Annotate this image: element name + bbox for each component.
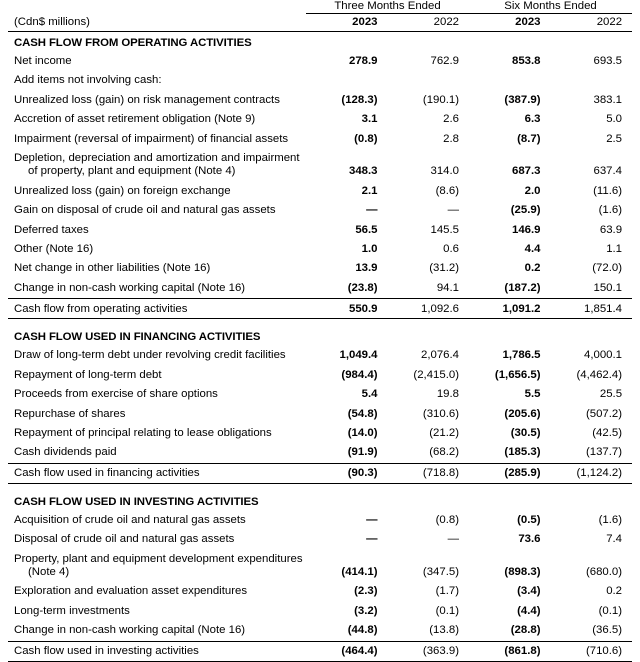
cell-col1 [306, 530, 388, 549]
row-label-draw-of-long-term-debt-under-revolving-credit- [8, 346, 306, 365]
cell-col2: (347.5) [422, 565, 460, 578]
table-row [8, 511, 632, 530]
cell-col2: 0.6 [443, 243, 460, 256]
cell-col4: (507.2) [585, 407, 623, 420]
cell-col1: (2.3) [354, 585, 378, 598]
row-label-text: Depletion, depreciation and amortization and impairment of property, plant and equipment (Note 4) [14, 152, 300, 178]
cell-col1: 1.0 [361, 243, 378, 256]
row-label-text: Unrealized loss (gain) on risk management contracts [14, 93, 280, 106]
section-header-cash-flow-from-operating-activities [8, 32, 632, 53]
table-row [8, 530, 632, 549]
total-label: Cash flow from operating activities [8, 299, 306, 319]
cell-col1: (984.4) [341, 368, 378, 381]
table-row [8, 424, 632, 443]
row-label-cash-dividends-paid [8, 443, 306, 463]
section-gap-cell [8, 483, 632, 491]
cell-col3: (1,656.5) [494, 368, 541, 381]
column-header-six-months-2023: 2023 [469, 14, 551, 32]
cell-col3: 4.4 [524, 243, 541, 256]
table-row [8, 91, 632, 110]
cell-col2: 2.6 [443, 113, 460, 126]
section-gap [8, 319, 632, 327]
row-label-repayment-of-long-term-debt [8, 366, 306, 385]
section-title: CASH FLOW USED IN INVESTING ACTIVITIES [14, 495, 259, 508]
row-label-text: Cash dividends paid [14, 446, 117, 459]
units-label: (Cdn$ millions) [8, 14, 306, 32]
table-row [8, 259, 632, 278]
cell-col2: (13.8) [429, 624, 460, 637]
cell-col1: (128.3) [341, 93, 378, 106]
cell-col2: 1,092.6 [388, 299, 470, 319]
table-row [8, 366, 632, 385]
cell-col1 [306, 71, 388, 90]
table-row [8, 201, 632, 220]
cell-col4: 2.5 [606, 132, 623, 145]
cell-col2: (21.2) [429, 426, 460, 439]
cell-col4: 25.5 [599, 388, 623, 401]
row-label-acquisition-of-crude-oil-and-natural-gas-asset [8, 511, 306, 530]
table-row [8, 110, 632, 129]
cell-col4: (0.1) [598, 604, 623, 617]
row-label-impairment-reversal-of-impairment-of-financial [8, 130, 306, 149]
period-span-three-months: Three Months Ended [306, 0, 469, 14]
cell-col2: 2.8 [443, 132, 460, 145]
cell-col3: (25.9) [510, 204, 541, 217]
cell-col2: (0.8) [435, 513, 460, 526]
row-label-text: Change in non-cash working capital (Note 16) [14, 281, 246, 294]
section-title: CASH FLOW FROM OPERATING ACTIVITIES [14, 37, 252, 49]
row-label-net-change-in-other-liabilities-note-16 [8, 259, 306, 278]
row-label-text: Deferred taxes [14, 223, 89, 236]
table-row [8, 602, 632, 621]
cell-col2: 94.1 [436, 281, 460, 294]
section-title: CASH FLOW USED IN FINANCING ACTIVITIES [14, 331, 261, 344]
row-label-text: Acquisition of crude oil and natural gas assets [14, 513, 246, 526]
row-label-proceeds-from-exercise-of-share-options [8, 385, 306, 404]
cell-col1: (23.8) [347, 281, 378, 294]
cell-col2: 762.9 [430, 55, 460, 67]
row-label-text: Disposal of crude oil and natural gas assets [14, 533, 235, 546]
row-label-text: Proceeds from exercise of share options [14, 388, 218, 401]
nil-dash: — [366, 533, 378, 546]
row-label-exploration-and-evaluation-asset-expenditures [8, 582, 306, 601]
span-spacer [8, 0, 306, 14]
row-label-text: Repurchase of shares [14, 407, 126, 420]
row-label-long-term-investments [8, 602, 306, 621]
period-span-header-row [8, 0, 632, 14]
table-row [8, 240, 632, 259]
cell-col1: 2.1 [361, 184, 378, 197]
row-label-change-in-non-cash-working-capital-note-16 [8, 621, 306, 641]
cell-col3: (4.4) [517, 604, 541, 617]
cell-col3: 73.6 [518, 533, 541, 546]
row-label-text: Accretion of asset retirement obligation (Note 9) [14, 113, 256, 126]
row-label-text: Impairment (reversal of impairment) of financial assets [14, 132, 289, 145]
cell-col2 [388, 71, 470, 90]
total-row-cash-flow-used-in-financing-activities [8, 463, 632, 483]
cell-col1 [306, 511, 388, 530]
row-label-change-in-non-cash-working-capital-note-16 [8, 279, 306, 299]
cell-col2: 314.0 [430, 165, 460, 178]
table-row [8, 221, 632, 240]
cell-col4: 1,851.4 [551, 299, 633, 319]
row-label-net-income [8, 52, 306, 71]
cell-col2: (1.7) [435, 585, 460, 598]
cell-col3: 853.8 [512, 55, 541, 67]
table-row [8, 385, 632, 404]
cell-col4: 7.4 [606, 533, 623, 546]
row-label-other-note-16 [8, 240, 306, 259]
column-header-three-months-2022: 2022 [388, 14, 470, 32]
cell-col3: (205.6) [504, 407, 541, 420]
row-label-text: Property, plant and equipment development expenditures (Note 4) [14, 552, 303, 578]
row-label-text: Gain on disposal of crude oil and natural gas assets [14, 204, 276, 217]
row-label-text: Net change in other liabilities (Note 16) [14, 262, 211, 275]
row-label-text: Other (Note 16) [14, 243, 94, 256]
cell-col3: 0.2 [524, 262, 541, 275]
section-header-cash-flow-used-in-financing-activities [8, 326, 632, 346]
cell-col4: 63.9 [599, 223, 623, 236]
table-row [8, 71, 632, 90]
cell-col1: 56.5 [355, 223, 378, 236]
section-header-cash-flow-used-in-investing-activities [8, 491, 632, 511]
row-label-text: Long-term investments [14, 604, 130, 617]
cell-col3: (28.8) [510, 624, 541, 637]
nil-dash: — [366, 204, 378, 217]
nil-dash: — [366, 513, 378, 526]
row-label-text: Add items not involving cash: [14, 74, 162, 87]
cell-col4: 383.1 [593, 93, 623, 106]
cell-col3: (185.3) [504, 446, 541, 459]
table-row [8, 279, 632, 299]
table-row [8, 346, 632, 365]
row-label-depletion-depreciation-and-amortization-and-im [8, 149, 306, 182]
cell-col1: (54.8) [347, 407, 378, 420]
cell-col4: (11.6) [593, 184, 623, 197]
cell-col3: 2.0 [524, 184, 541, 197]
cell-col1: (14.0) [347, 426, 378, 439]
cell-col3: 1,786.5 [502, 349, 541, 362]
column-header-three-months-2023: 2023 [306, 14, 388, 32]
cell-col1 [306, 201, 388, 220]
table-row [8, 130, 632, 149]
table-row [8, 443, 632, 463]
cell-col4: (72.0) [592, 262, 623, 275]
cell-col4: 637.4 [593, 165, 623, 178]
cell-col4: 4,000.1 [584, 349, 623, 362]
row-label-unrealized-loss-gain-on-risk-management-contra [8, 91, 306, 110]
cell-col4: 693.5 [593, 55, 623, 67]
table-row [8, 550, 632, 583]
cell-col3: 146.9 [512, 223, 541, 236]
cell-col1: 278.9 [348, 55, 378, 67]
cell-col1: 348.3 [348, 165, 378, 178]
cell-col1: (0.8) [354, 132, 378, 145]
total-row-cash-flow-from-operating-activities [8, 299, 632, 319]
column-header-six-months-2022: 2022 [551, 14, 633, 32]
row-label-text: Repayment of principal relating to lease obligations [14, 426, 272, 439]
cell-col2: (31.2) [429, 262, 460, 275]
table-row [8, 405, 632, 424]
table-row [8, 621, 632, 641]
table-row [8, 149, 632, 182]
section-gap-cell [8, 319, 632, 327]
section-gap [8, 483, 632, 491]
cell-col2: (8.6) [435, 184, 460, 197]
table-body [8, 0, 632, 32]
cell-col4: (4,462.4) [576, 368, 623, 381]
row-label-unrealized-loss-gain-on-foreign-exchange [8, 182, 306, 201]
row-label-text: Repayment of long-term debt [14, 368, 162, 381]
statement-rows [8, 32, 632, 662]
cell-col4: (42.5) [592, 426, 623, 439]
cell-col1: (44.8) [347, 624, 378, 637]
cell-col4: (680.0) [585, 565, 623, 578]
cell-col3 [469, 71, 551, 90]
cell-col3: (285.9) [469, 463, 551, 483]
table-row [8, 52, 632, 71]
row-label-gain-on-disposal-of-crude-oil-and-natural-gas- [8, 201, 306, 220]
row-label-property-plant-and-equipment-development-expen [8, 550, 306, 583]
cell-col4: (36.5) [592, 624, 623, 637]
cell-col2: (0.1) [435, 604, 460, 617]
row-label-deferred-taxes [8, 221, 306, 240]
cell-col3: (3.4) [517, 585, 541, 598]
cell-col3: (187.2) [504, 281, 541, 294]
cell-col1: 5.4 [361, 388, 378, 401]
cell-col2: (363.9) [388, 641, 470, 661]
cell-col4 [551, 71, 633, 90]
cell-col4: 150.1 [593, 281, 623, 294]
cell-col4: 1.1 [606, 243, 623, 256]
cell-col1: (90.3) [306, 463, 388, 483]
cell-col2: (718.8) [388, 463, 470, 483]
row-label-text: Change in non-cash working capital (Note 16) [14, 624, 246, 637]
cash-flow-table [8, 0, 632, 662]
row-label-text: Unrealized loss (gain) on foreign exchange [14, 184, 231, 197]
cell-col4: (1,124.2) [551, 463, 633, 483]
row-label-repayment-of-principal-relating-to-lease-oblig [8, 424, 306, 443]
cell-col3: (30.5) [510, 426, 541, 439]
cell-col3: (0.5) [517, 513, 541, 526]
cell-col2: (190.1) [422, 93, 460, 106]
cell-col4: (137.7) [585, 446, 623, 459]
row-label-text: Exploration and evaluation asset expenditures [14, 585, 248, 598]
cell-col3: 1,091.2 [469, 299, 551, 319]
cell-col3: (8.7) [517, 132, 541, 145]
cell-col1: (3.2) [354, 604, 378, 617]
cell-col1: 3.1 [361, 113, 378, 126]
cell-col4: (1.6) [598, 204, 623, 217]
cell-col1: (414.1) [341, 565, 378, 578]
cell-col3: (861.8) [469, 641, 551, 661]
cell-col3: 687.3 [512, 165, 541, 178]
cell-col4: 0.2 [606, 585, 623, 598]
row-label-add-items-not-involving-cash [8, 71, 306, 90]
cell-col4: (710.6) [551, 641, 633, 661]
cell-col4: (1.6) [598, 513, 623, 526]
cell-col1: 550.9 [306, 299, 388, 319]
table-row [8, 182, 632, 201]
total-label: Cash flow used in financing activities [8, 463, 306, 483]
total-row-cash-flow-used-in-investing-activities [8, 641, 632, 661]
cell-col2: (310.6) [422, 407, 460, 420]
cell-col1: 13.9 [355, 262, 378, 275]
nil-dash: — [447, 204, 460, 217]
cell-col2: 19.8 [436, 388, 460, 401]
period-span-six-months: Six Months Ended [469, 0, 632, 14]
year-header-row [8, 14, 632, 32]
total-label: Cash flow used in investing activities [8, 641, 306, 661]
row-label-accretion-of-asset-retirement-obligation-note- [8, 110, 306, 129]
cell-col3: (387.9) [504, 93, 541, 106]
cell-col2: (68.2) [429, 446, 460, 459]
table-row [8, 582, 632, 601]
row-label-repurchase-of-shares [8, 405, 306, 424]
cell-col2: 2,076.4 [421, 349, 460, 362]
cell-col3: 5.5 [524, 388, 541, 401]
cell-col2: 145.5 [430, 223, 460, 236]
cell-col3: 6.3 [524, 113, 541, 126]
cell-col3: (898.3) [504, 565, 541, 578]
cell-col1: (464.4) [306, 641, 388, 661]
cell-col4: 5.0 [606, 113, 623, 126]
row-label-text: Draw of long-term debt under revolving credit facilities [14, 349, 286, 362]
row-label-disposal-of-crude-oil-and-natural-gas-assets [8, 530, 306, 549]
cell-col1: 1,049.4 [339, 349, 378, 362]
nil-dash: — [447, 533, 460, 546]
cell-col2 [388, 201, 470, 220]
cell-col2: (2,415.0) [413, 368, 460, 381]
cell-col2 [388, 530, 470, 549]
row-label-text: Net income [14, 55, 72, 67]
cell-col1: (91.9) [347, 446, 378, 459]
